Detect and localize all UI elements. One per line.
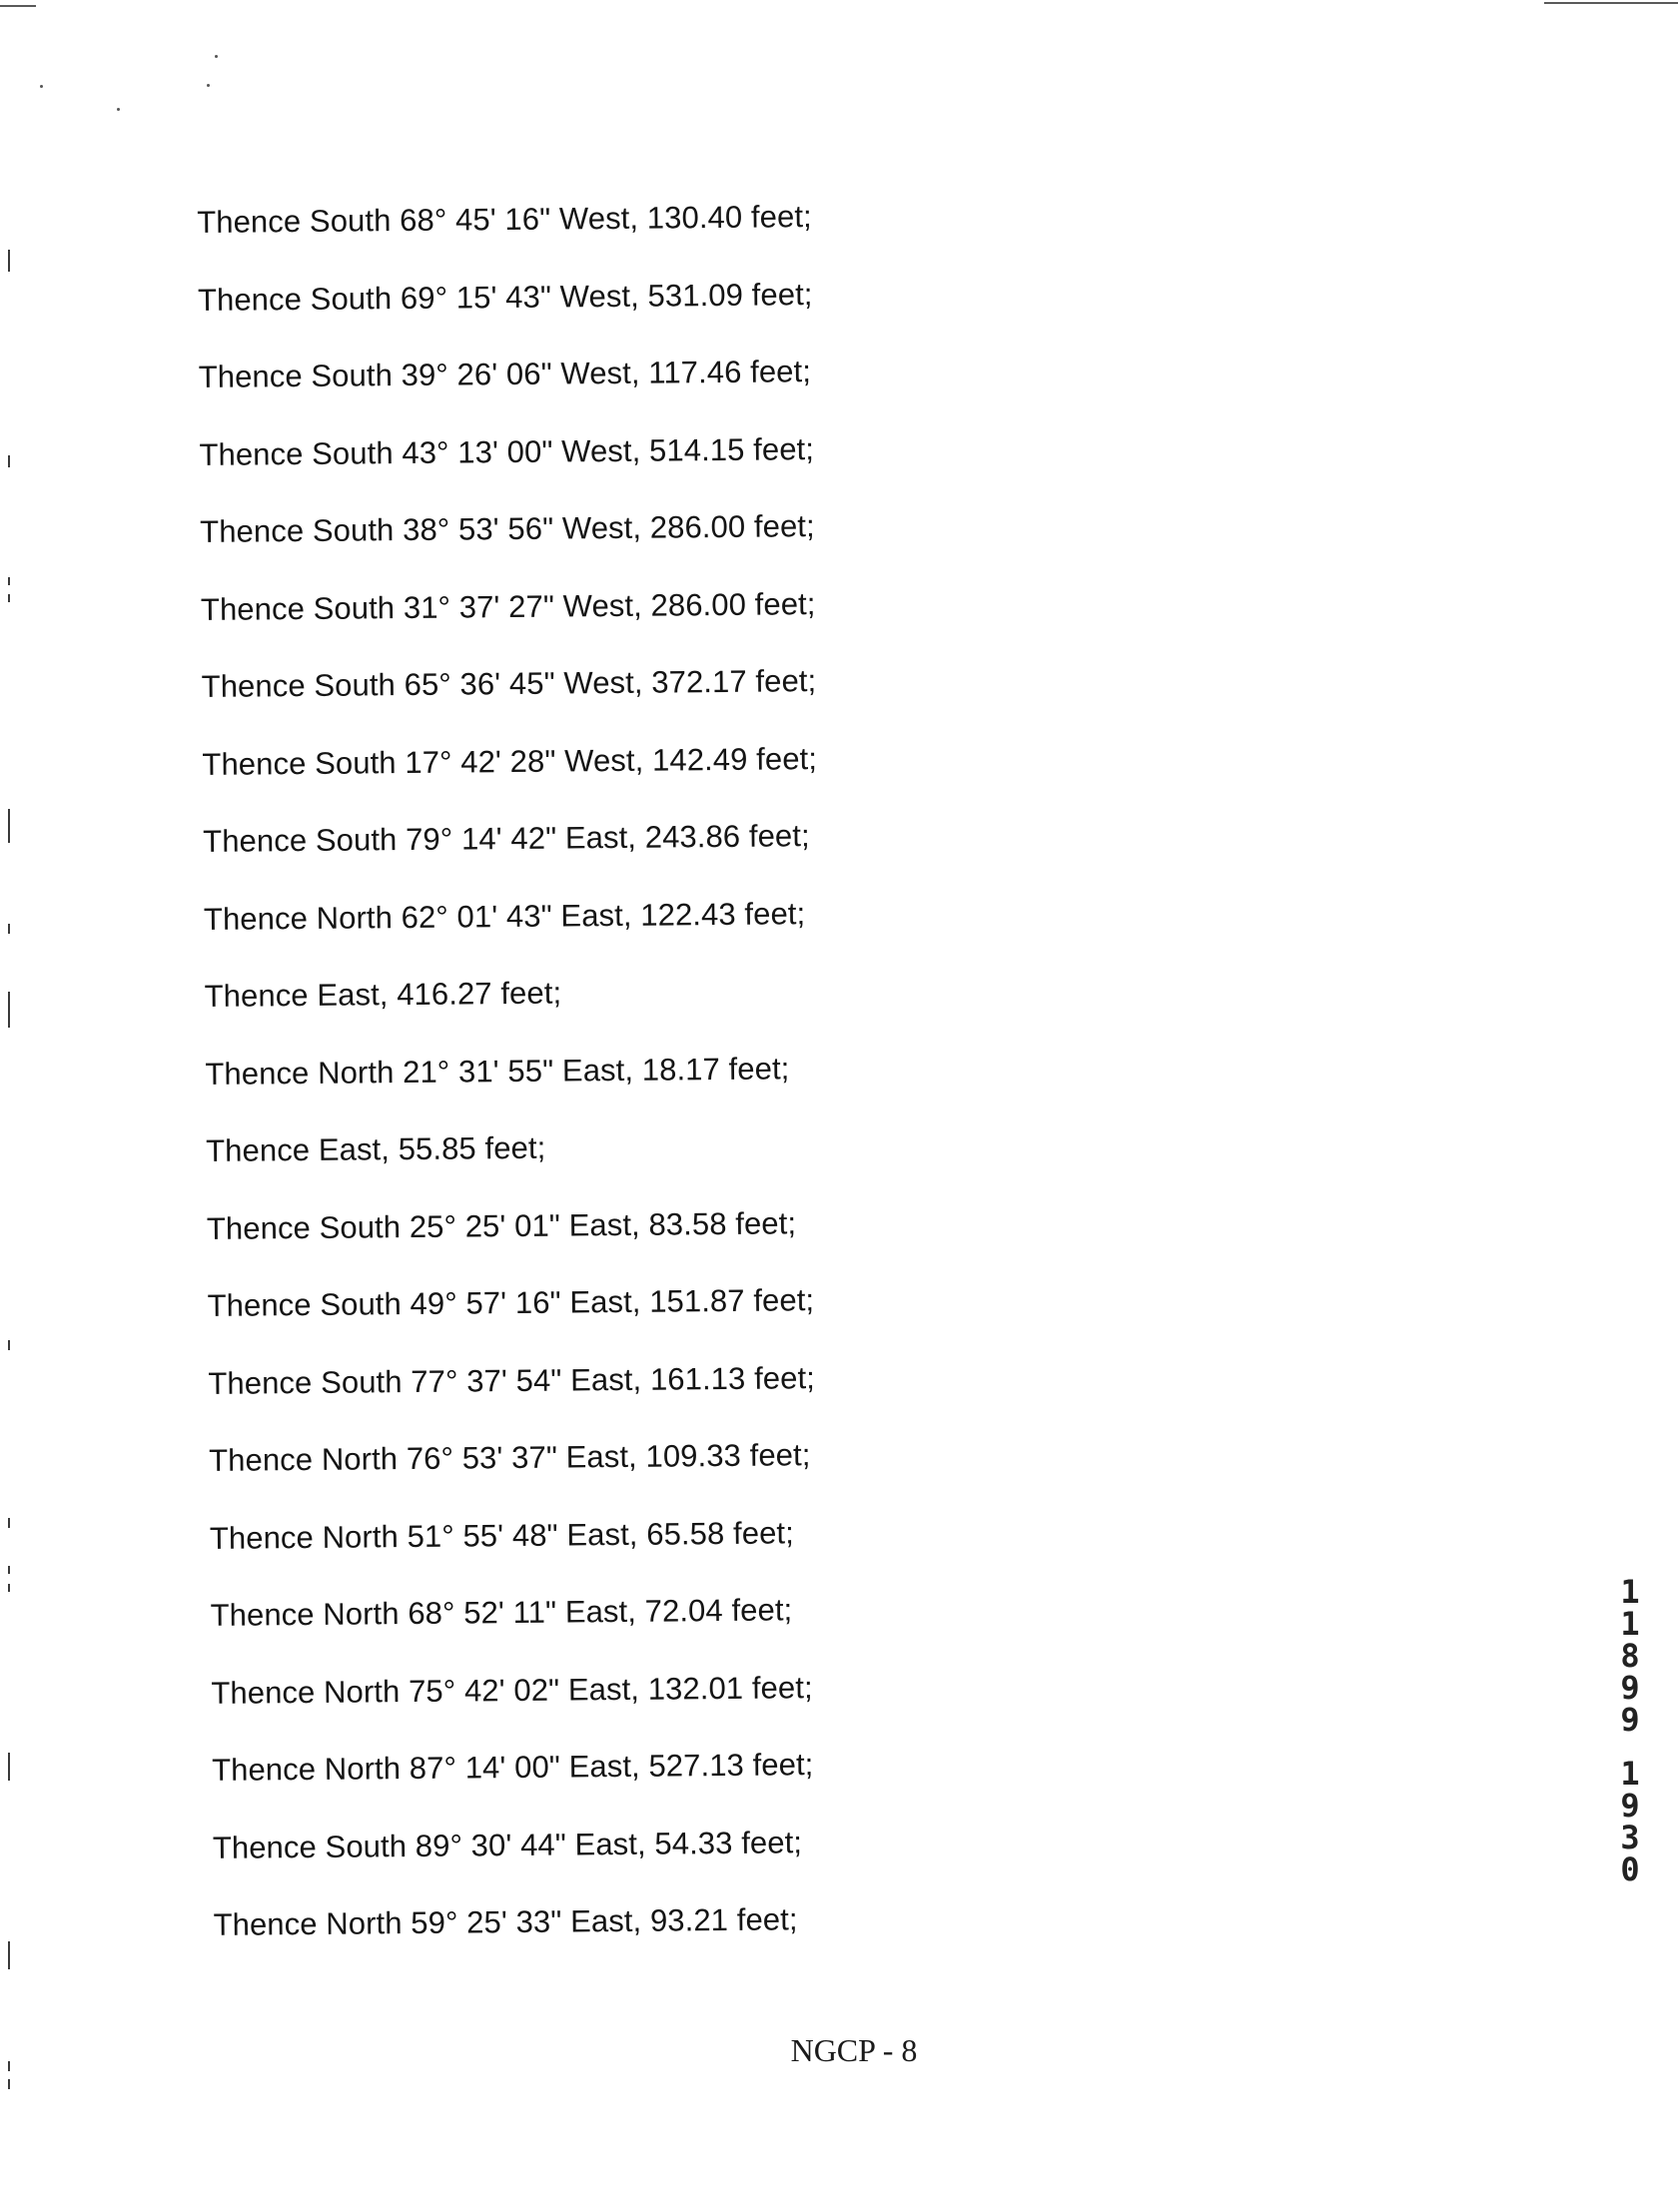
stamp-digit: 1 xyxy=(1620,1605,1640,1643)
course-line: Thence South 25° 25' 01" East, 83.58 feet; xyxy=(206,1204,797,1246)
course-line: Thence South 38° 53' 56" West, 286.00 feet; xyxy=(200,508,815,549)
course-line: Thence North 62° 01' 43" East, 122.43 feet; xyxy=(203,895,806,937)
scan-edge-line-top-right xyxy=(1544,2,1678,4)
course-line: Thence South 49° 57' 16" East, 151.87 feet; xyxy=(207,1282,815,1323)
scan-margin-mark xyxy=(8,594,10,602)
course-line: Thence North 75° 42' 02" East, 132.01 feet; xyxy=(211,1669,813,1711)
course-line: Thence South 17° 42' 28" West, 142.49 feet; xyxy=(202,740,818,782)
scan-margin-mark xyxy=(8,1518,10,1528)
scan-margin-mark xyxy=(8,1566,10,1574)
course-line: Thence South 77° 37' 54" East, 161.13 feet; xyxy=(208,1359,816,1401)
course-line: Thence East, 55.85 feet; xyxy=(205,1129,546,1168)
scan-margin-mark xyxy=(8,1340,10,1350)
recording-stamp-number xyxy=(1613,1573,1647,1888)
course-line: Thence North 68° 52' 11" East, 72.04 feet; xyxy=(210,1592,793,1633)
scan-margin-mark xyxy=(8,1584,10,1592)
scan-speck xyxy=(117,108,120,111)
course-line: Thence South 79° 14' 42" East, 243.86 feet; xyxy=(203,818,810,859)
stamp-digit: 9 xyxy=(1620,1701,1640,1739)
stamp-digit: 0 xyxy=(1620,1850,1640,1888)
course-line: Thence South 89° 30' 44" East, 54.33 feet; xyxy=(212,1824,803,1865)
scan-margin-mark xyxy=(8,250,10,272)
scan-margin-mark xyxy=(8,992,10,1028)
course-line: Thence South 68° 45' 16" West, 130.40 feet; xyxy=(197,199,812,240)
stamp-digit: 3 xyxy=(1620,1819,1640,1856)
course-line: Thence East, 416.27 feet; xyxy=(204,975,562,1014)
scan-margin-mark xyxy=(8,1753,10,1781)
course-line: Thence South 69° 15' 43" West, 531.09 feet; xyxy=(197,276,813,318)
stamp-digit: 1 xyxy=(1620,1755,1640,1793)
course-line: Thence South 39° 26' 06" West, 117.46 feet; xyxy=(198,354,812,394)
stamp-digit: 1 xyxy=(1620,1573,1640,1611)
scan-margin-mark xyxy=(8,2079,10,2089)
scan-margin-mark xyxy=(8,924,10,934)
stamp-digit: 9 xyxy=(1620,1669,1640,1707)
stamp-digit: 9 xyxy=(1620,1787,1640,1825)
stamp-digit: 8 xyxy=(1620,1637,1640,1675)
course-line: Thence South 65° 36' 45" West, 372.17 feet; xyxy=(201,663,817,704)
scan-margin-mark xyxy=(8,809,10,843)
course-line: Thence North 51° 55' 48" East, 65.58 feet; xyxy=(209,1514,795,1556)
scan-speck xyxy=(215,55,218,58)
course-line: Thence North 21° 31' 55" East, 18.17 feet; xyxy=(205,1050,790,1092)
scan-speck xyxy=(40,85,43,88)
page-footer: NGCP - 8 xyxy=(790,2032,918,2068)
scan-speck xyxy=(207,84,210,87)
scan-margin-mark xyxy=(8,455,10,467)
course-line: Thence South 31° 37' 27" West, 286.00 feet; xyxy=(200,585,816,627)
course-line: Thence South 43° 13' 00" West, 514.15 feet; xyxy=(199,430,815,472)
scan-margin-mark xyxy=(8,1941,10,1969)
scan-margin-mark xyxy=(8,577,10,585)
course-line: Thence North 87° 14' 00" East, 527.13 feet; xyxy=(211,1747,814,1788)
boundary-courses-list xyxy=(197,192,829,1977)
course-line: Thence North 76° 53' 37" East, 109.33 feet; xyxy=(208,1437,811,1478)
scan-edge-line-top-left xyxy=(0,5,36,7)
course-line: Thence North 59° 25' 33" East, 93.21 feet; xyxy=(213,1901,798,1942)
